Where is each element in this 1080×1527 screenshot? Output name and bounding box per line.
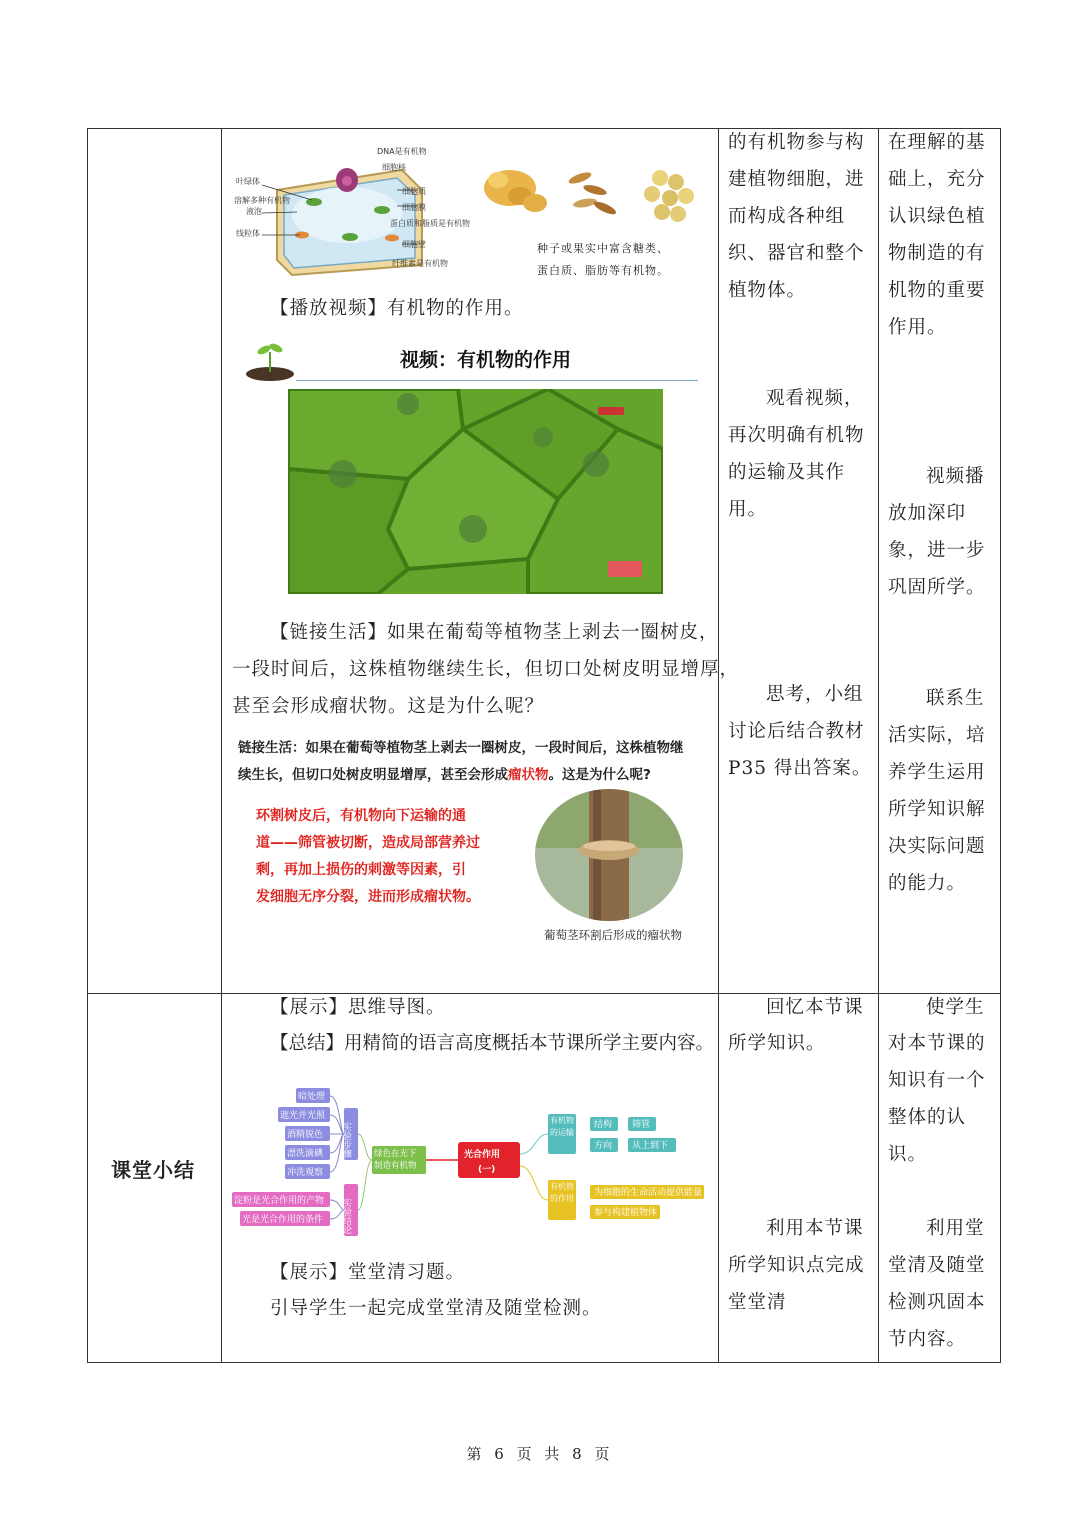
row1-col4-text: 视频播: [926, 466, 985, 487]
show-mindmap-text: 【展示】思维导图。: [270, 997, 446, 1018]
row1-col3-text: 讨论后结合教材: [728, 721, 865, 742]
rice-image: [567, 170, 617, 217]
slide-q-part-a: 续生长，但切口处树皮明显增厚，甚至会形成: [238, 767, 508, 783]
center-node-text-1: 光合作用: [464, 1150, 501, 1160]
row1-col3-text: 再次明确有机物: [728, 425, 865, 446]
row2-col3-text: 回忆本节课: [766, 997, 864, 1018]
row1-col4-text: 象，进一步: [888, 540, 986, 561]
summary-text: 【总结】用精简的语言高度概括本节课所学主要内容。: [270, 1033, 715, 1054]
concl-label: 实验结论: [341, 1198, 351, 1234]
center-node-text-2: (一): [478, 1165, 496, 1175]
row1-col3-text: 思考，小组: [766, 684, 864, 705]
page-footer: 第 6 页 共 8 页: [466, 1445, 614, 1463]
label-cytoplasm: 细胞质: [402, 187, 426, 196]
label-dna: DNA是有机物: [377, 147, 427, 156]
row2-col4-text: 使学生: [926, 997, 985, 1018]
grape-stem-photo: [533, 788, 685, 922]
row1-col3-text: 植物体。: [728, 280, 807, 301]
mindmap-steps: [278, 1088, 330, 1179]
slide-q-part-c: 。这是为什么呢?: [548, 767, 651, 783]
row1-col3-text: 的运输及其作: [728, 462, 846, 483]
answer-line-3: 剩，再加上损伤的刺激等因素，引: [256, 862, 466, 878]
seed-caption: [537, 238, 669, 282]
row1-col3-text: P35 得出答案。: [728, 758, 872, 779]
row2-col4-text: 利用堂: [926, 1218, 985, 1239]
mindmap-node-text: 为细胞的生命活动提供能量: [594, 1188, 703, 1198]
col-divider-2: [718, 129, 719, 1362]
mindmap-node-text: 冲洗观察: [287, 1168, 324, 1178]
label-chloroplast: 叶绿体: [236, 177, 260, 186]
row1-col4-text: 机物的重要: [888, 280, 986, 301]
steps-label: 实验步骤: [341, 1122, 351, 1158]
label-vacuole: 液泡: [246, 207, 262, 216]
plant-cell-diagram: [232, 140, 492, 285]
answer-line-1: 环割树皮后，有机物向下运输的通: [256, 808, 466, 824]
section-title-summary: 课堂小结: [111, 1158, 195, 1182]
row2-col4-text: 知识有一个: [888, 1070, 986, 1091]
label-mitochondria: 线粒体: [236, 229, 260, 238]
row1-col4-text: 础上，充分: [888, 169, 986, 190]
guide-text: 引导学生一起完成堂堂清及随堂检测。: [270, 1298, 602, 1319]
row1-col4-text: 所学知识解: [888, 799, 986, 820]
link-life-line-3: 甚至会形成瘤状物。这是为什么呢？: [232, 696, 545, 717]
soybean-image: [644, 170, 694, 222]
mindmap-node-text: 结构: [594, 1120, 613, 1130]
mindmap-node-text: 漂洗滴碘: [287, 1149, 324, 1159]
mindmap-node-text: 方向: [594, 1141, 613, 1151]
slide-question-line-1: 链接生活：如果在葡萄等植物茎上剥去一圈树皮，一段时间后，这株植物继: [238, 740, 684, 756]
row1-col4-text: 放加深印: [888, 503, 967, 524]
row1-col4-text: 物制造的有: [888, 243, 986, 264]
row1-col4-text: 的能力。: [888, 873, 967, 894]
video-title: 视频：有机物的作用: [400, 349, 572, 371]
slide-question: [238, 735, 684, 789]
label-cellulose: 纤维素是有机物: [392, 259, 448, 268]
sprout-icon: [244, 338, 296, 382]
link-life-line-2: 一段时间后，这株植物继续生长，但切口处树皮明显增厚，: [232, 659, 740, 680]
row2-col3-text: 所学知识。: [728, 1033, 826, 1054]
row1-col4-text: 活实际，培: [888, 725, 986, 746]
row2-col4-text: 对本节课的: [888, 1033, 986, 1054]
seeds-images: [480, 158, 710, 228]
mindmap-node-text: 酒精脱色: [287, 1130, 324, 1140]
mindmap-node-text: 淀粉是光合作用的产物: [234, 1196, 325, 1206]
seed-caption-line-2: 蛋白质、脂肪等有机物。: [537, 264, 669, 277]
mindmap-node-text: 暗处理: [298, 1092, 326, 1102]
row1-col3-text: 织、器官和整个: [728, 243, 865, 264]
photo-caption: 葡萄茎环割后形成的瘤状物: [544, 928, 682, 942]
mindmap-node-text: 参与构建植物体: [594, 1208, 658, 1218]
show-quiz-text: 【展示】堂堂清习题。: [270, 1262, 466, 1283]
mindmap-node-text: 筛管: [632, 1120, 651, 1130]
transport-label: 有机物的运输: [550, 1116, 574, 1137]
label-protein: 蛋白质和脂质是有机物: [390, 219, 470, 228]
row1-col3-text: 的有机物参与构: [728, 132, 865, 153]
answer-line-2: 道——筛管被切断，造成局部营养过: [256, 835, 480, 851]
label-membrane: 细胞膜: [402, 203, 426, 212]
mindmap-node-text: 遮光并光照: [280, 1111, 326, 1121]
role-label: 有机物的作用: [550, 1182, 574, 1203]
row1-col4-text: 认识绿色植: [888, 206, 986, 227]
row1-col3-text: 建植物细胞，进: [728, 169, 865, 190]
seed-caption-line-1: 种子或果实中富含糖类、: [537, 242, 669, 255]
row1-col4-text: 养学生运用: [888, 762, 986, 783]
row2-col3-text: 所学知识点完成: [728, 1255, 865, 1276]
row1-col3-text: 用。: [728, 499, 768, 520]
col-divider-3: [878, 129, 879, 1362]
row2-col4-text: 检测巩固本: [888, 1292, 986, 1313]
mindmap-node-text: 从上到下: [632, 1141, 669, 1151]
slide-question-line-2: [238, 762, 684, 789]
answer-line-4: 发细胞无序分裂，进而形成瘤状物。: [256, 889, 480, 905]
mindmap-conclusions: [232, 1192, 330, 1226]
answer-text: [256, 803, 480, 911]
slide-q-highlight: 瘤状物: [508, 767, 549, 783]
row2-col4-text: 整体的认: [888, 1107, 967, 1128]
link-life-line-1: 【链接生活】如果在葡萄等植物茎上剥去一圈树皮，: [270, 622, 719, 643]
row1-col4-text: 在理解的基: [888, 132, 986, 153]
row1-col4-text: 决实际问题: [888, 836, 986, 857]
mindmap-node-text: 光是光合作用的条件: [242, 1215, 324, 1225]
row2-col4-text: 节内容。: [888, 1329, 967, 1350]
row1-col3-text: 而构成各种组: [728, 206, 846, 227]
play-video-text: 【播放视频】有机物的作用。: [270, 298, 524, 319]
row2-col3-text: 利用本节课: [766, 1218, 864, 1239]
video-title-underline: [296, 380, 698, 381]
row1-col4-text: 巩固所学。: [888, 577, 986, 598]
col-divider-1: [221, 129, 222, 1362]
label-cell-wall: 细胞壁: [402, 240, 426, 249]
label-nucleus: 细胞核: [382, 163, 406, 172]
mindmap: [230, 1082, 710, 1242]
label-dissolved: 溶解多种有机物: [234, 196, 290, 205]
row2-col4-text: 识。: [888, 1144, 928, 1165]
row1-col4-text: 作用。: [888, 317, 947, 338]
row1-col4-text: 联系生: [926, 688, 985, 709]
peanut-image: [484, 170, 547, 212]
video-player[interactable]: [288, 389, 663, 594]
row1-col3-text: 观看视频，: [766, 388, 864, 409]
video-frame-cells: [288, 389, 663, 594]
row2-col3-text: 堂堂清: [728, 1292, 787, 1313]
mid-node-text: 绿色在光下制造有机物: [374, 1149, 417, 1171]
row2-col4-text: 堂清及随堂: [888, 1255, 986, 1276]
